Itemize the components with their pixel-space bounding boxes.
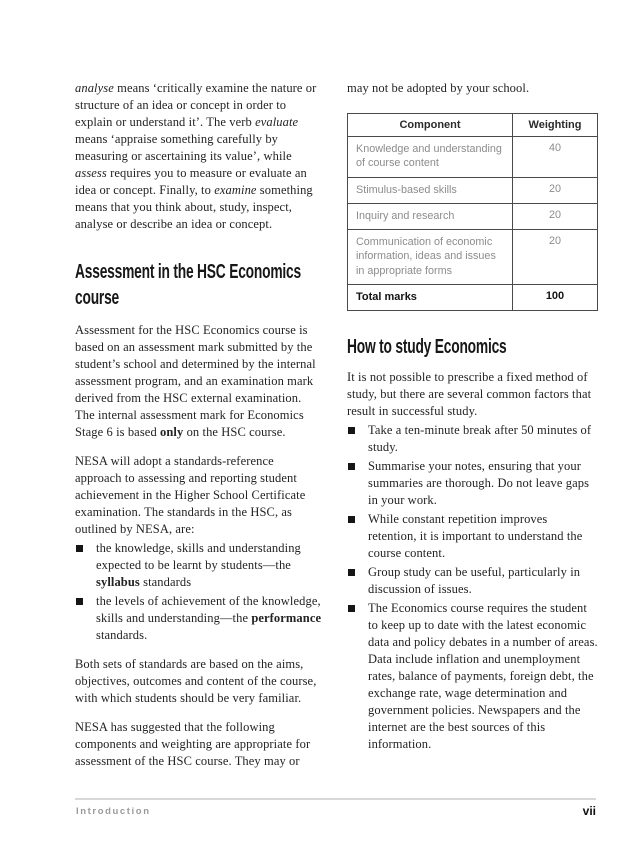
total-value-cell: 100 [513,284,598,311]
footer-section-label: Introduction [76,806,151,817]
weighting-column-header: Weighting [513,114,598,137]
bullet-square-icon [348,463,355,470]
footer-page-number: vii [582,804,596,818]
list-item-text: Summarise your notes, ensuring that your summaries are thorough. Do not leave gaps in your work. [368,459,590,508]
table-row [348,203,598,229]
bullet-square-icon [348,516,355,523]
nesa-suggestion-paragraph: NESA has suggested that the following components and weighting are appropriate for assessment of the HSC course. They may or [75,720,311,768]
table-row [348,230,598,285]
weighting-cell: 20 [513,230,598,285]
list-item [347,422,598,456]
bullet-square-icon [76,598,83,605]
component-cell: Stimulus-based skills [348,177,513,203]
assessment-weighting-table [347,113,598,311]
standards-bullet-list [75,540,323,644]
total-label-cell: Total marks [348,284,513,311]
study-method-paragraph: It is not possible to prescribe a fixed method of study, but there are several common factors that result in successful study. [347,370,592,419]
school-adoption-paragraph: may not be adopted by your school. [347,81,530,95]
assessment-intro-paragraph: Assessment for the HSC Economics course is based on an assessment mark submitted by the student’s school and determined by the internal assessment program, and an examination mark derived from the HSC external examination. The internal assessment mark for Economics Stage 6 is based only on the HSC course. [75,323,316,439]
how-to-study-heading: How to study Economics [347,336,507,359]
list-item-text: While constant repetition improves retention, it is important to understand the course content. [368,512,583,561]
bullet-square-icon [348,605,355,612]
list-item [75,593,323,644]
component-cell: Knowledge and understanding of course content [348,137,513,178]
standards-basis-paragraph: Both sets of standards are based on the aims, objectives, outcomes and content of the course, with which students should be very familiar. [75,657,317,705]
list-item-text: The Economics course requires the student to keep up to date with the latest economic data and policy debates in a number of areas. Data include inflation and unemployment rates, balance of payments, foreign debt, the exchange rate, wage determination and government policies. Newspapers and the internet are the best sources of this information. [368,601,598,752]
weighting-cell: 20 [513,203,598,229]
table-total-row [348,284,598,311]
list-item [347,511,598,562]
assessment-section-heading: Assessment in the HSC Economics course [75,261,301,309]
footer-divider [75,798,596,800]
component-cell: Communication of economic information, ideas and issues in appropriate forms [348,230,513,285]
list-item-text: Group study can be useful, particularly in discussion of issues. [368,565,581,597]
bullet-square-icon [348,427,355,434]
glossary-terms-paragraph: analyse means ‘critically examine the nature or structure of an idea or concept in order to explain or understand it’. The verb evaluate means ‘appraise something carefully by measuring or ascertaining its value’, while assess requires you to measure or evaluate an idea or concept. Finally, to examine something means that you think about, study, inspect, analyse or describe an idea or concept. [75,81,317,231]
list-item [347,600,598,753]
left-column [75,80,323,782]
list-item [75,540,323,591]
list-item-text: Take a ten-minute break after 50 minutes of study. [368,423,592,455]
weighting-cell: 40 [513,137,598,178]
right-column [347,80,598,765]
bullet-square-icon [348,569,355,576]
list-item-text: the levels of achievement of the knowledge, skills and understanding—the performance standards. [96,594,322,642]
component-cell: Inquiry and research [348,203,513,229]
list-item-text: the knowledge, skills and understanding expected to be learnt by students—the syllabus standards [96,541,301,589]
table-header-row [348,114,598,137]
weighting-cell: 20 [513,177,598,203]
nesa-standards-paragraph: NESA will adopt a standards-reference approach to assessing and reporting student achievement in the Higher School Certificate examination. The standards in the HSC, as outlined by NESA, are: [75,454,306,536]
component-column-header: Component [348,114,513,137]
list-item [347,564,598,598]
table-row [348,177,598,203]
list-item [347,458,598,509]
study-tips-bullet-list [347,422,598,753]
table-row [348,137,598,178]
bullet-square-icon [76,545,83,552]
